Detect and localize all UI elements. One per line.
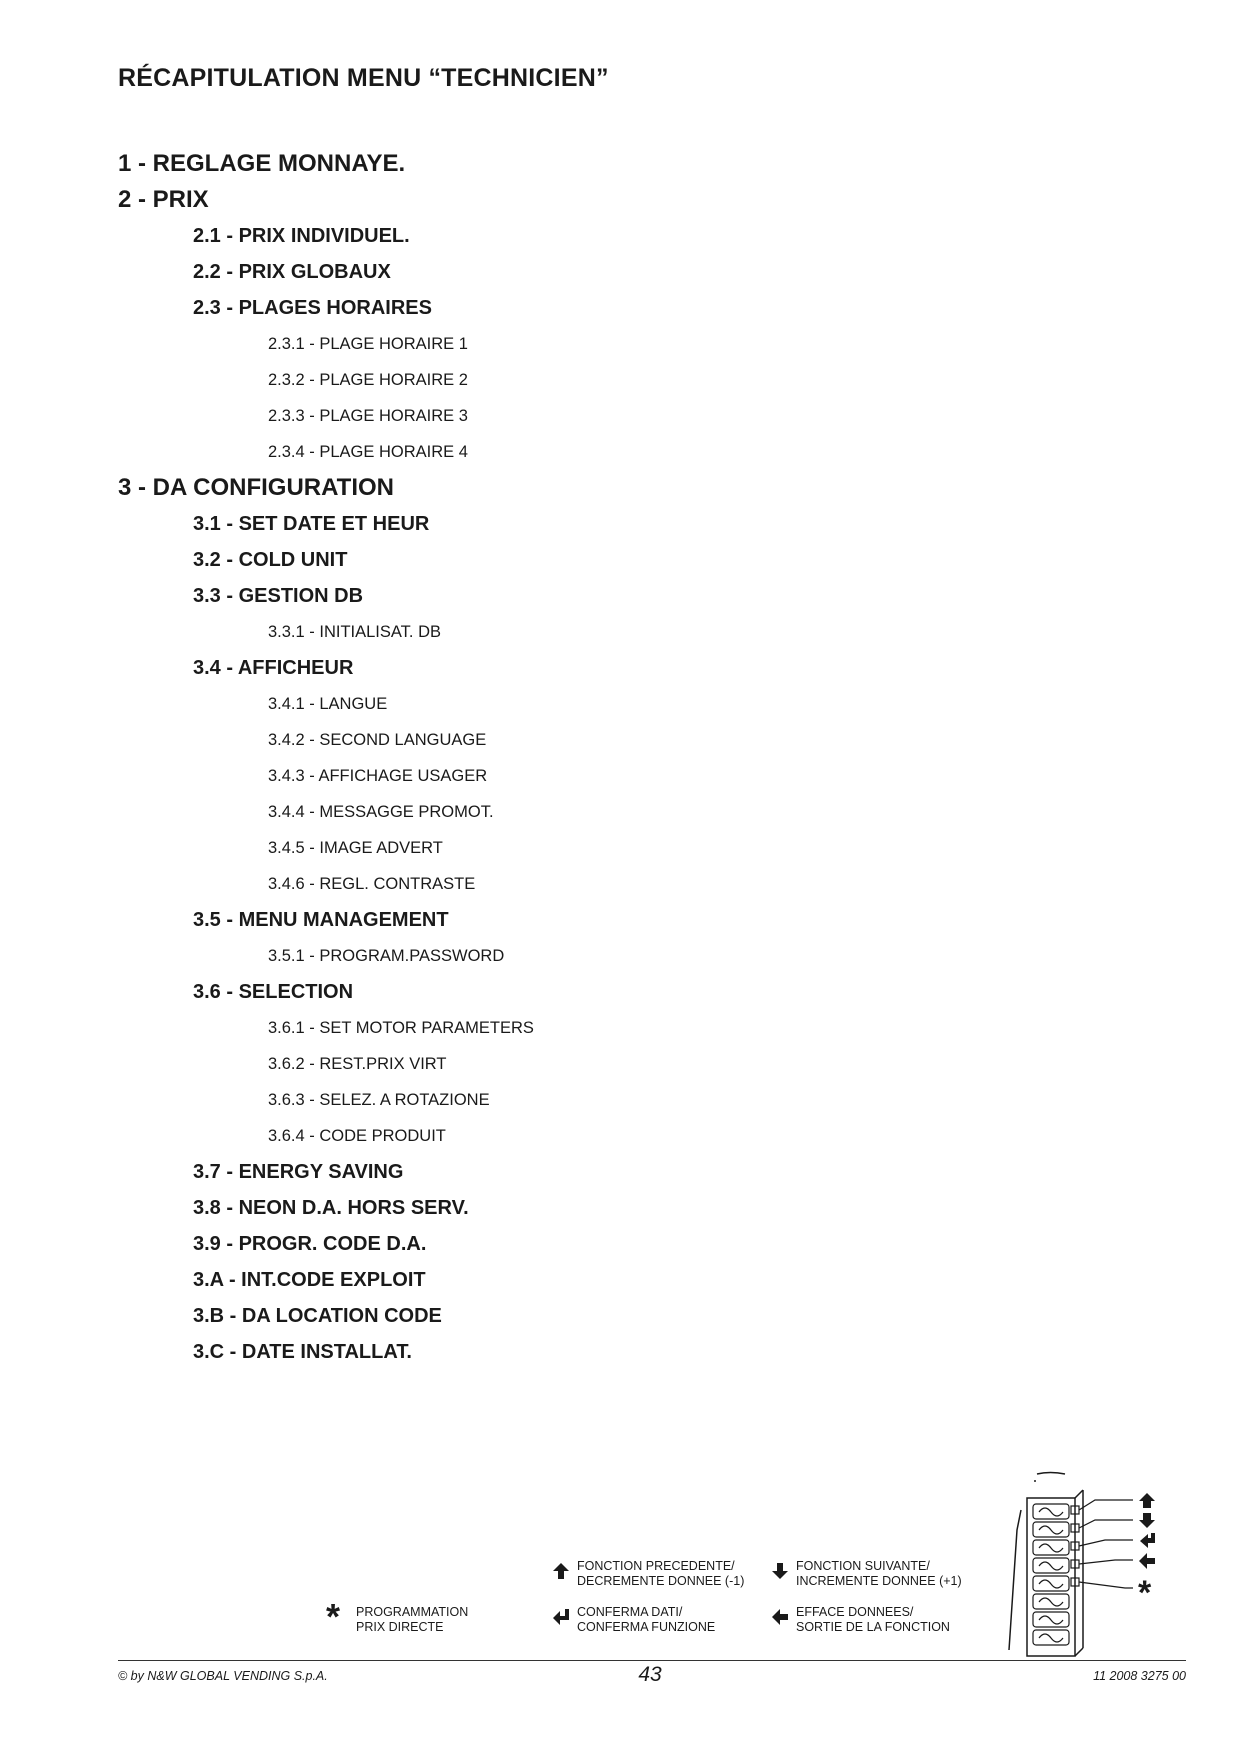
menu-item-level-3: 3.4.1 - LANGUE [268, 695, 388, 713]
menu-item-level-3: 2.3.1 - PLAGE HORAIRE 1 [268, 335, 468, 353]
menu-item-level-3: 3.5.1 - PROGRAM.PASSWORD [268, 947, 505, 965]
keypad-keys [1033, 1504, 1079, 1645]
menu-item-level-3: 3.4.2 - SECOND LANGUAGE [268, 731, 487, 749]
menu-item-level-3: 3.4.5 - IMAGE ADVERT [268, 839, 443, 857]
menu-item-level-2: 3.A - INT.CODE EXPLOIT [193, 1269, 426, 1291]
legend-text-line: PROGRAMMATION [356, 1605, 469, 1619]
menu-item-level-2: 3.1 - SET DATE ET HEUR [193, 513, 430, 535]
page-title: RÉCAPITULATION MENU “TECHNICIEN” [118, 64, 609, 92]
menu-item-level-2: 3.9 - PROGR. CODE D.A. [193, 1233, 427, 1255]
footer-doc-code: 11 2008 3275 00 [1093, 1669, 1186, 1683]
legend-text-line: CONFERMA DATI/ [577, 1605, 683, 1619]
menu-item-level-1: 1 - REGLAGE MONNAYE. [118, 150, 406, 177]
menu-item-level-3: 3.6.3 - SELEZ. A ROTAZIONE [268, 1091, 490, 1109]
keypad-illustration [995, 1470, 1195, 1660]
legend-text-line: CONFERMA FUNZIONE [577, 1620, 716, 1634]
footer-copyright: © by N&W GLOBAL VENDING S.p.A. [118, 1669, 328, 1683]
arrow-left-icon [1139, 1553, 1155, 1569]
asterisk-icon: * [1138, 1574, 1152, 1612]
page-number: 43 [638, 1663, 662, 1686]
legend-text-line: EFFACE DONNEES/ [796, 1605, 914, 1619]
menu-item-level-2: 2.1 - PRIX INDIVIDUEL. [193, 225, 410, 247]
menu-item-level-2: 3.2 - COLD UNIT [193, 549, 348, 571]
menu-item-level-2: 3.7 - ENERGY SAVING [193, 1161, 404, 1183]
menu-item-level-3: 3.4.6 - REGL. CONTRASTE [268, 875, 476, 893]
menu-item-level-3: 3.6.1 - SET MOTOR PARAMETERS [268, 1019, 534, 1037]
menu-item-level-3: 3.4.4 - MESSAGGE PROMOT. [268, 803, 494, 821]
arrow-up-icon [1139, 1493, 1155, 1508]
enter-arrow-icon [551, 1607, 571, 1627]
legend-text-line: FONCTION SUIVANTE/ [796, 1559, 930, 1573]
arrow-up-icon [551, 1561, 571, 1581]
arrow-down-icon [770, 1561, 790, 1581]
menu-item-level-2: 3.3 - GESTION DB [193, 585, 364, 607]
menu-item-level-3: 3.6.2 - REST.PRIX VIRT [268, 1055, 447, 1073]
asterisk-icon: * [326, 1596, 341, 1637]
enter-arrow-icon [1140, 1533, 1155, 1548]
menu-item-level-2: 3.5 - MENU MANAGEMENT [193, 909, 449, 931]
menu-item-level-2: 3.4 - AFFICHEUR [193, 657, 354, 679]
footer-divider [118, 1660, 1186, 1661]
menu-item-level-3: 2.3.4 - PLAGE HORAIRE 4 [268, 443, 468, 461]
menu-item-level-2: 3.8 - NEON D.A. HORS SERV. [193, 1197, 469, 1219]
menu-item-level-3: 2.3.2 - PLAGE HORAIRE 2 [268, 371, 468, 389]
menu-item-level-2: 3.B - DA LOCATION CODE [193, 1305, 442, 1327]
menu-item-level-2: 3.6 - SELECTION [193, 981, 354, 1003]
keypad-arrow-labels [1139, 1493, 1155, 1569]
legend-text-line: PRIX DIRECTE [356, 1620, 444, 1634]
menu-item-level-3: 3.6.4 - CODE PRODUIT [268, 1127, 446, 1145]
menu-item-level-1: 3 - DA CONFIGURATION [118, 474, 394, 501]
menu-item-level-1: 2 - PRIX [118, 186, 209, 213]
menu-item-level-3: 3.4.3 - AFFICHAGE USAGER [268, 767, 488, 785]
legend-text-line: INCREMENTE DONNEE (+1) [796, 1574, 962, 1588]
arrow-left-icon [770, 1607, 790, 1627]
menu-summary-list [118, 146, 1018, 1370]
menu-item-level-2: 3.C - DATE INSTALLAT. [193, 1341, 412, 1363]
legend-text-line: FONCTION PRECEDENTE/ [577, 1559, 735, 1573]
arrow-down-icon [1139, 1513, 1155, 1528]
menu-item-level-2: 2.3 - PLAGES HORAIRES [193, 297, 432, 319]
menu-item-level-3: 3.3.1 - INITIALISAT. DB [268, 623, 442, 641]
legend-text-line: DECREMENTE DONNEE (-1) [577, 1574, 745, 1588]
menu-item-level-3: 2.3.3 - PLAGE HORAIRE 3 [268, 407, 468, 425]
menu-item-level-2: 2.2 - PRIX GLOBAUX [193, 261, 391, 283]
legend-text-line: SORTIE DE LA FONCTION [796, 1620, 950, 1634]
